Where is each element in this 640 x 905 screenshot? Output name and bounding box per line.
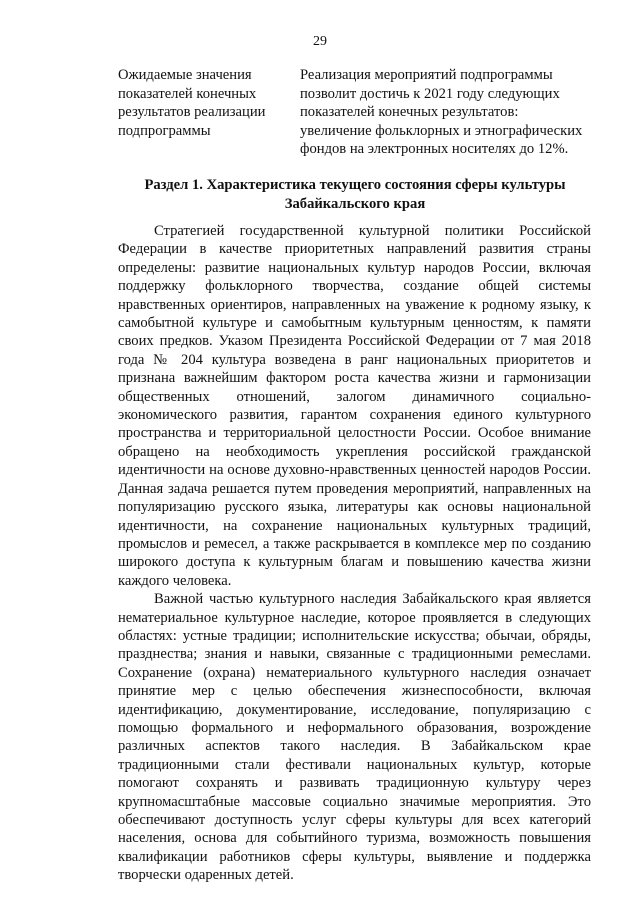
section-title: Раздел 1. Характеристика текущего состояния сферы культуры Забайкальского края <box>144 177 566 212</box>
paragraph: Важной частью культурного наследия Забайкальского края является нематериальное культурное наследие, которое проявляется в следующих областях: устные традиции; исполнительские искусства; обычаи, обряды, празднества; знания и навыки, связанные с традиционными ремеслами. Сохранение (охрана) нематериального культурного наследия означает принятие мер с целью обеспечения жизнеспособности, включая идентификацию, документирование, исследование, популяризацию с помощью формального и неформального образования, возрождение различных аспектов такого наследия. В Забайкальском крае традиционными стали фестивали национальных культур, которые помогают сохранять и развивать традиционную культуру через крупномасштабные массовые социально значимые мероприятия. Это обеспечивают доступность услуг сферы культуры для всех категорий населения, основа для событийного туризма, возможность повышения квалификации работников сферы культуры, выявление и поддержка творчески одаренных детей. <box>118 591 591 884</box>
summary-label: Ожидаемые значения показателей конечных результатов реализации подпрограммы <box>118 67 266 139</box>
section-body <box>118 222 591 885</box>
summary-value: Реализация мероприятий подпрограммы позволит достичь к 2021 году следующих показателей конечных результатов: увеличение фольклорных и этнографических фондов на электронных носителях до 12%. <box>300 67 583 157</box>
summary-table <box>118 66 588 159</box>
page-number: 29 <box>313 34 327 49</box>
paragraph: Стратегией государственной культурной политики Российской Федерации в качестве приоритетных направлений развития страны определены: развитие национальных культур народов России, включая поддержку фольклорного творчества, создание общей системы нравственных ориентиров, направленных на уважение к родному языку, к самобытной культуре и самобытным культурным ценностям, к памяти своих предков. Указом Президента Российской Федерации от 7 мая 2018 года № 204 культура возведена в ранг национальных приоритетов и признана важнейшим фактором роста качества жизни и гармонизации общественных отношений, залогом динамичного социально-экономического развития, гарантом сохранения единого культурного пространства и территориальной целостности России. Особое внимание обращено на необходимость укрепления российской гражданской идентичности на основе духовно-нравственных ценностей народов России. Данная задача решается путем проведения мероприятий, направленных на популяризацию русского языка, литературы как основы национальной идентичности, на сохранение национальных культурных традиций, промыслов и ремесел, а также раскрывается в комплексе мер по созданию широкого доступа к культурным благам и повышению качества жизни каждого человека. <box>118 223 591 589</box>
